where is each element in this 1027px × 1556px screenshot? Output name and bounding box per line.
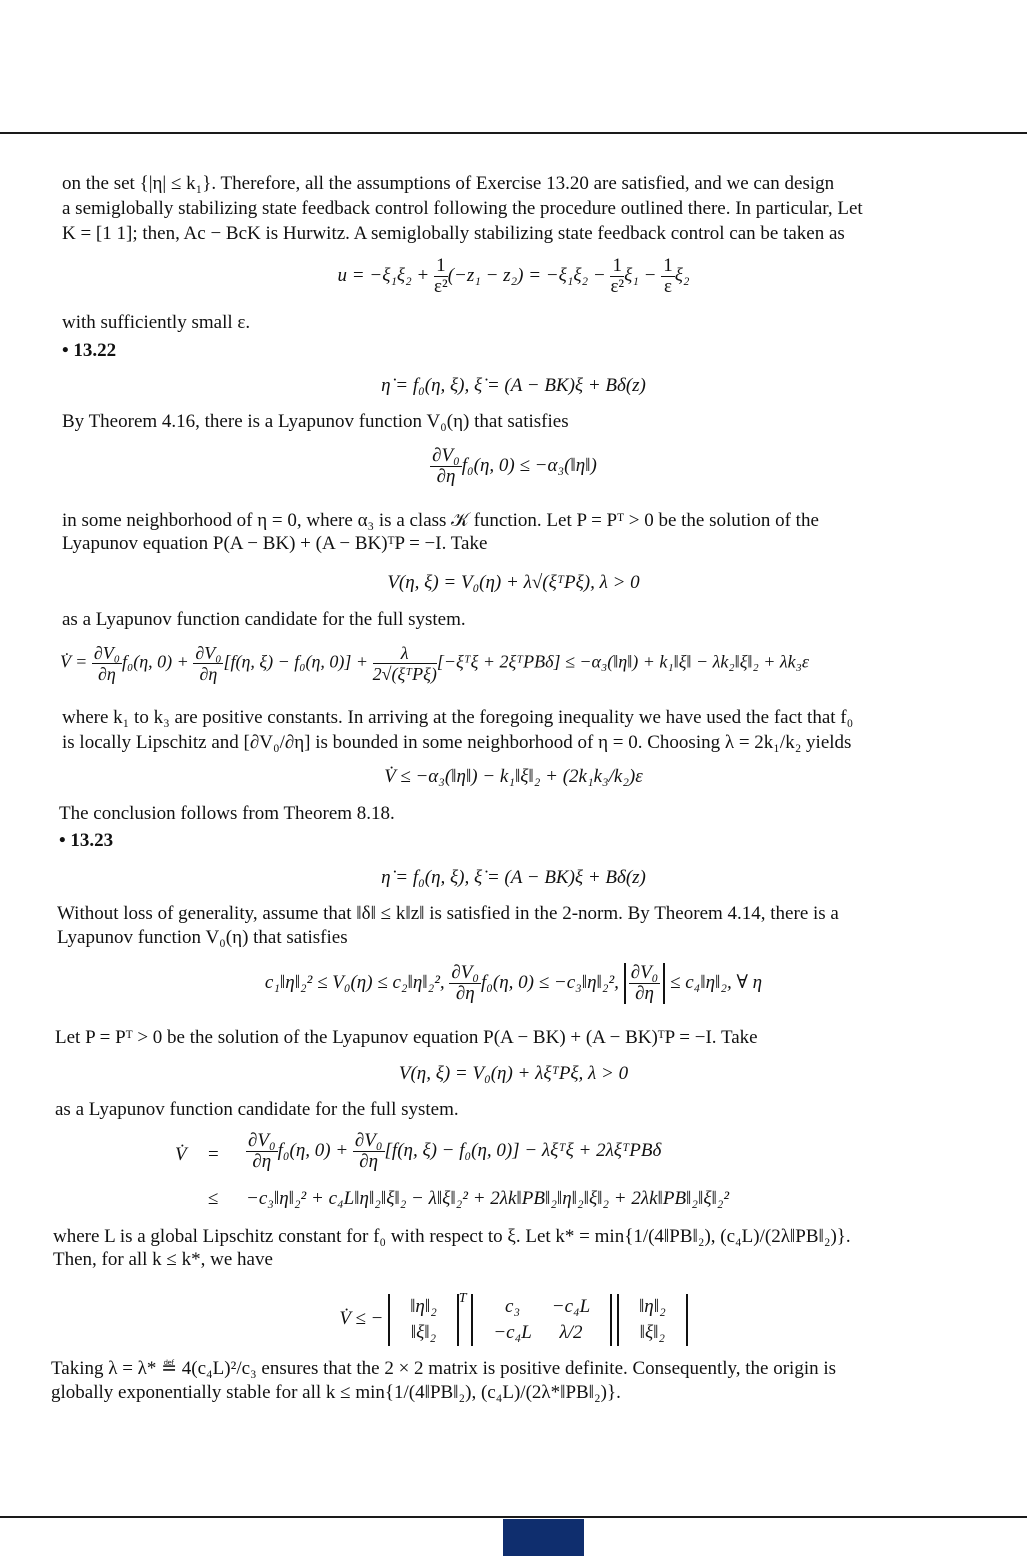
text-line: Lyapunov function V₀(η) that satisfies — [57, 927, 348, 948]
equation-vdot-bound: V̇ ≤ −α₃(‖η‖) − k₁‖ξ‖₂ + (2k₁k₃/k₂)ε — [384, 766, 643, 787]
text-line: as a Lyapunov function candidate for the full system. — [62, 609, 466, 630]
equation-vdot: V̇ = $\frac{\text{∂V₀}}{\partial\eta}$ f₀(η, 0) + $\frac{\text{∂V₀}}{\partial\eta}$ [f(η, ξ) − f₀(η, 0)] + $\frac{\lambda}{\text{2√(ξᵀPξ)}}$ [−ξᵀξ + 2ξᵀPBδ] ≤ −α₃(‖η‖) + k₁‖ξ‖ − λk₂‖ξ‖₂ + λk₃ε — [60, 643, 810, 684]
equation-le: ≤ — [208, 1188, 219, 1209]
text-line: The conclusion follows from Theorem 8.18. — [59, 803, 395, 824]
text-line: where k₁ to k₃ are positive constants. In arriving at the foregoing inequality we have used the fact that f₀ — [62, 707, 854, 728]
equation-lyapunov-candidate: V(η, ξ) = V₀(η) + λξᵀPξ, λ > 0 — [398, 1063, 629, 1084]
equation-lyapunov-derivative: $\frac{\text{∂V₀}}{\partial\eta}$ f₀(η, 0) ≤ −α₃(‖η‖) — [432, 445, 597, 487]
text-line: with sufficiently small ε. — [62, 312, 251, 333]
equation-bound-rhs: −c₃‖η‖₂² + c₄L‖η‖₂‖ξ‖₂ − λ‖ξ‖₂² + 2λk‖PB‖₂‖η‖₂‖ξ‖₂ + 2λk‖PB‖₂‖ξ‖₂² — [246, 1188, 730, 1209]
equation-vdot-rhs: $\frac{\text{∂V₀}}{\partial\eta}$ f₀(η, 0) + $\frac{\text{∂V₀}}{\partial\eta}$ [f(η, ξ) − f₀(η, 0)] − λξᵀξ + 2λξᵀPBδ — [248, 1130, 662, 1172]
text-line: on the set {|η| ≤ k₁}. Therefore, all the assumptions of Exercise 13.20 are satisfied, and we can design — [62, 173, 835, 194]
text-line: Lyapunov equation P(A − BK) + (A − BK)ᵀP = −I. Take — [62, 533, 488, 554]
matrix: c₃ −c₄L −c₄L λ/2 — [471, 1294, 612, 1346]
text-line: K = [1 1]; then, Ac − BcK is Hurwitz. A semiglobally stabilizing state feedback control can be taken as — [62, 223, 845, 244]
text-line: Let P = Pᵀ > 0 be the solution of the Lyapunov equation P(A − BK) + (A − BK)ᵀP = −I. Take — [55, 1027, 758, 1048]
text-line: Taking λ = λ* ≝ 4(c₄L)²/c₃ ensures that the 2 × 2 matrix is positive definite. Consequently, the origin is — [51, 1358, 837, 1379]
state-vector: ‖η‖₂ ‖ξ‖₂ — [617, 1294, 688, 1346]
bottom-rule — [0, 1516, 1027, 1518]
top-rule — [0, 132, 1027, 134]
equation-system: η̇ = f₀(η, ξ), ξ̇ = (A − BK)ξ + Bδ(z) — [381, 375, 646, 396]
exercise-heading: • 13.23 — [59, 830, 114, 851]
text-line: Without loss of generality, assume that ‖δ‖ ≤ k‖z‖ is satisfied in the 2-norm. By Theorem 4.14, there is a — [57, 903, 839, 924]
equation-lyapunov-bounds: c₁‖η‖₂² ≤ V₀(η) ≤ c₂‖η‖₂², $\frac{\text{∂V₀}}{\partial\eta}$ f₀(η, 0) ≤ −c₃‖η‖₂², $\frac{\text{∂V₀}}{\partial\eta}$ ≤ c₄‖η‖₂, ∀ η — [264, 962, 763, 1004]
equation-system: η̇ = f₀(η, ξ), ξ̇ = (A − BK)ξ + Bδ(z) — [381, 867, 646, 888]
equation-lyapunov-candidate: V(η, ξ) = V₀(η) + λ√(ξᵀPξ), λ > 0 — [387, 572, 640, 593]
text-line: globally exponentially stable for all k ≤ min{1/(4‖PB‖₂), (c₄L)/(2λ*‖PB‖₂)}. — [51, 1382, 621, 1403]
text-line: where L is a global Lipschitz constant for f₀ with respect to ξ. Let k* = min{1/(4‖PB‖₂), (c₄L)/(2λ‖PB‖₂)}. — [53, 1226, 851, 1247]
equation-quadratic-form: V̇ ≤ − ‖η‖₂ ‖ξ‖₂ $^T$ c₃ −c₄L −c₄L λ/2 ‖η‖₂ ‖ξ‖₂ — [0, 1287, 1027, 1346]
page-number-box — [503, 1519, 584, 1556]
text-line: Then, for all k ≤ k*, we have — [53, 1249, 273, 1270]
state-vector: ‖η‖₂ ‖ξ‖₂ — [388, 1294, 459, 1346]
equation-equals: = — [208, 1144, 219, 1165]
equation-control-law: u = −ξ₁ξ₂ + $\frac{1}{\text{ε²}}$ (−z₁ − z₂) = −ξ₁ξ₂ − $\frac{1}{\text{ε²}}$ ξ₁ − $\frac{1}{\varepsilon}$ ξ₂ — [337, 255, 690, 297]
text-line: is locally Lipschitz and [∂V₀/∂η] is bounded in some neighborhood of η = 0. Choosing λ = 2k₁/k₂ yields — [62, 732, 852, 753]
text-line: in some neighborhood of η = 0, where α₃ is a class 𝒦 function. Let P = Pᵀ > 0 be the solution of the — [62, 510, 819, 531]
text-line: a semiglobally stabilizing state feedback control following the procedure outlined there. In particular, Let — [62, 198, 863, 219]
text-line: By Theorem 4.16, there is a Lyapunov function V₀(η) that satisfies — [62, 411, 569, 432]
exercise-heading: • 13.22 — [62, 340, 117, 361]
equation-vdot-lhs: V̇ — [175, 1144, 187, 1165]
text-line: as a Lyapunov function candidate for the full system. — [55, 1099, 459, 1120]
